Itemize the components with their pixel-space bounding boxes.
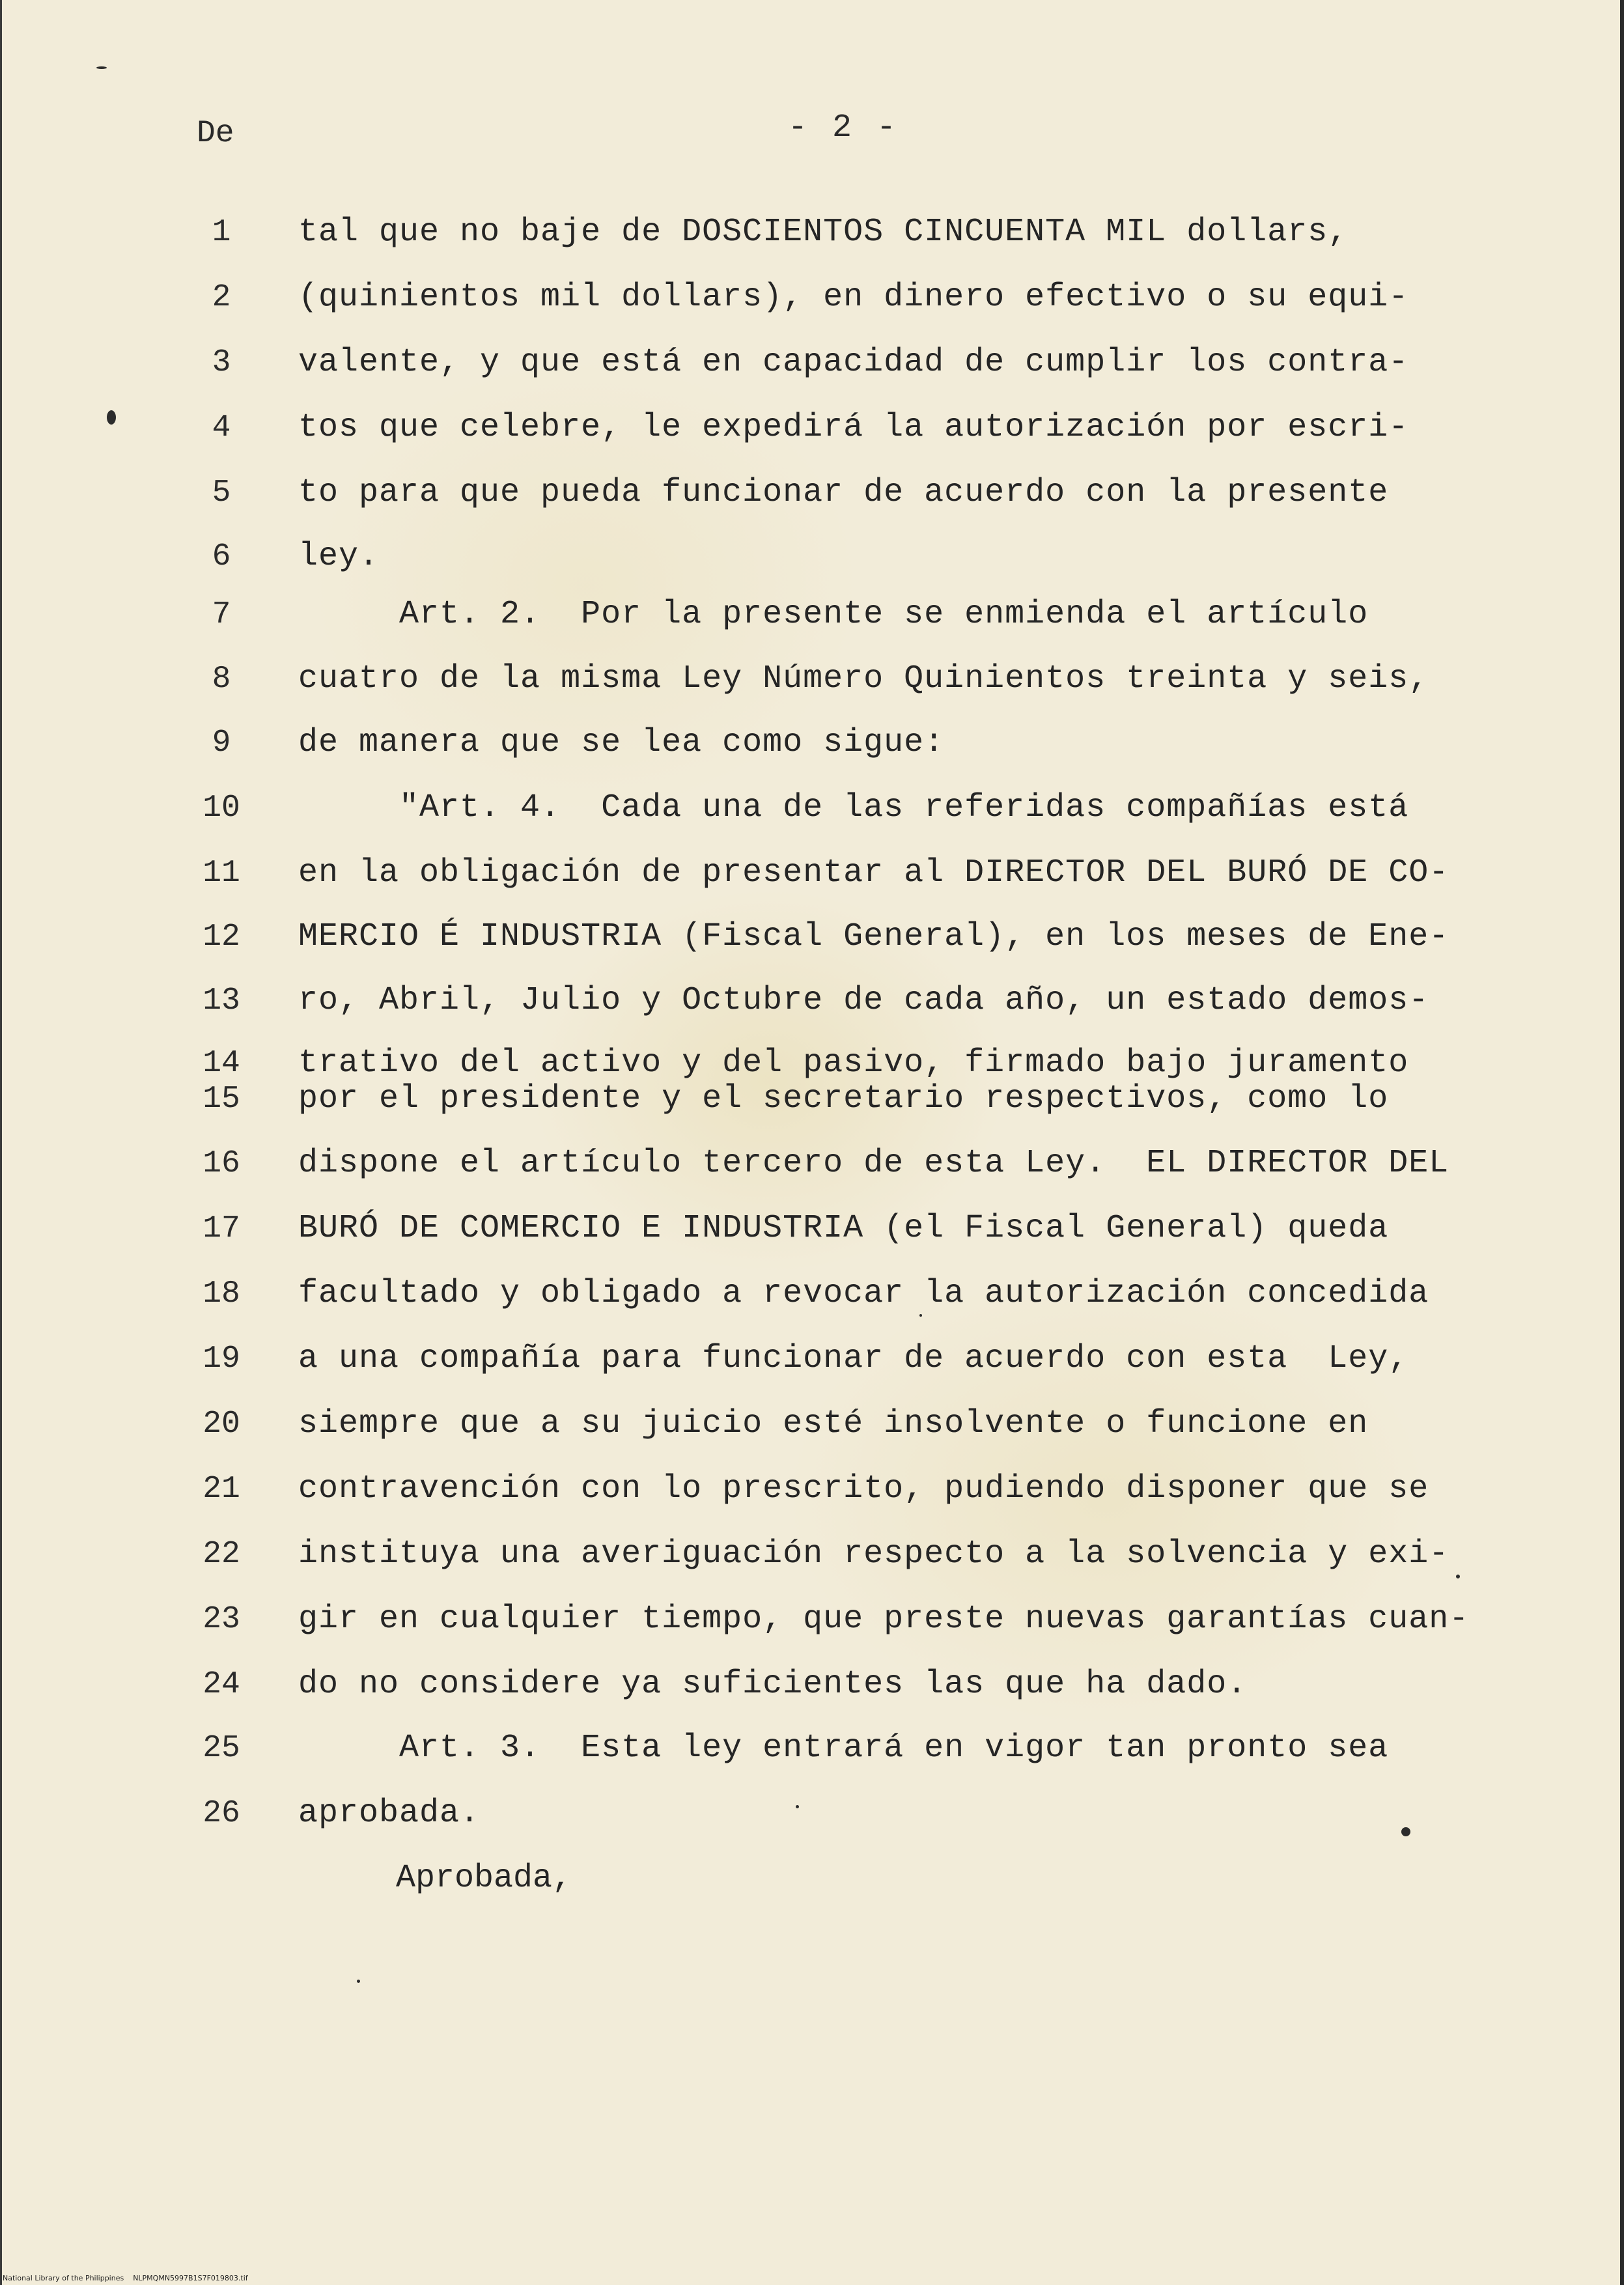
archive-footer: National Library of the Philippines NLPMQMN5997B1S7F019803.tif bbox=[3, 2274, 248, 2282]
line-text: ro, Abril, Julio y Octubre de cada año, un estado demos- bbox=[298, 982, 1429, 1019]
line-number: 13 bbox=[203, 983, 240, 1018]
line-number: 26 bbox=[203, 1796, 240, 1831]
line-text: de manera que se lea como sigue: bbox=[298, 724, 945, 761]
line-text: trativo del activo y del pasivo, firmado bajo juramento bbox=[298, 1044, 1409, 1082]
line-number: 19 bbox=[203, 1341, 240, 1377]
scan-edge-right bbox=[1620, 0, 1624, 2285]
line-text: tos que celebre, le expedirá la autorización por escri- bbox=[298, 409, 1409, 446]
line-number: 1 bbox=[212, 215, 231, 250]
line-text: do no considere ya suficientes las que ha dado. bbox=[298, 1666, 1248, 1703]
line-text: (quinientos mil dollars), en dinero efectivo o su equi- bbox=[298, 279, 1409, 316]
scan-speck bbox=[796, 1805, 799, 1808]
scan-edge-left bbox=[0, 0, 2, 2285]
line-text: BURÓ DE COMERCIO E INDUSTRIA (el Fiscal General) queda bbox=[298, 1210, 1389, 1247]
line-number: 3 bbox=[212, 345, 231, 380]
line-text: gir en cualquier tiempo, que preste nuevas garantías cuan- bbox=[298, 1601, 1470, 1638]
line-text: cuatro de la misma Ley Número Quinientos treinta y seis, bbox=[298, 660, 1429, 697]
scan-speck bbox=[96, 66, 107, 69]
line-number: 25 bbox=[203, 1731, 240, 1766]
line-number: 11 bbox=[203, 856, 240, 891]
top-left-label: De bbox=[197, 116, 234, 151]
line-text: "Art. 4. Cada una de las referidas compañías está bbox=[298, 789, 1409, 826]
line-number: 10 bbox=[203, 791, 240, 826]
line-number: 8 bbox=[212, 662, 231, 697]
scan-speck bbox=[357, 1980, 360, 1983]
line-text: aprobada. bbox=[298, 1795, 481, 1832]
line-text: Art. 3. Esta ley entrará en vigor tan pronto sea bbox=[298, 1730, 1389, 1767]
line-number: 18 bbox=[203, 1276, 240, 1311]
line-text: Art. 2. Por la presente se enmienda el artículo bbox=[298, 596, 1369, 633]
line-number: 14 bbox=[203, 1046, 240, 1081]
line-number: 20 bbox=[203, 1407, 240, 1442]
line-text: ley. bbox=[298, 538, 380, 575]
line-text: contravención con lo prescrito, pudiendo disponer que se bbox=[298, 1470, 1429, 1507]
line-number: 4 bbox=[212, 410, 231, 445]
page-number: - 2 - bbox=[788, 109, 899, 147]
scan-speck bbox=[107, 410, 116, 425]
line-number: 17 bbox=[203, 1211, 240, 1246]
line-text: facultado y obligado a revocar la autorización concedida bbox=[298, 1275, 1429, 1312]
line-text: to para que pueda funcionar de acuerdo con la presente bbox=[298, 474, 1389, 511]
line-text: siempre que a su juicio esté insolvente o funcione en bbox=[298, 1405, 1369, 1442]
line-text: en la obligación de presentar al DIRECTOR DEL BURÓ DE CO- bbox=[298, 854, 1449, 891]
line-number: 9 bbox=[212, 725, 231, 761]
line-text: dispone el artículo tercero de esta Ley. EL DIRECTOR DEL bbox=[298, 1145, 1449, 1182]
line-text: por el presidente y el secretario respectivos, como lo bbox=[298, 1080, 1389, 1117]
line-number: 5 bbox=[212, 475, 231, 511]
line-number: 15 bbox=[203, 1082, 240, 1117]
line-text: a una compañía para funcionar de acuerdo con esta Ley, bbox=[298, 1340, 1409, 1377]
line-number: 21 bbox=[203, 1472, 240, 1507]
line-number: 16 bbox=[203, 1146, 240, 1181]
line-number: 6 bbox=[212, 539, 231, 574]
line-number: 22 bbox=[203, 1537, 240, 1572]
scan-speck bbox=[1401, 1827, 1410, 1836]
line-text: instituya una averiguación respecto a la solvencia y exi- bbox=[298, 1535, 1449, 1573]
line-number: 23 bbox=[203, 1602, 240, 1637]
line-text: tal que no baje de DOSCIENTOS CINCUENTA MIL dollars, bbox=[298, 214, 1349, 251]
line-number: 12 bbox=[203, 919, 240, 955]
scan-speck bbox=[1456, 1575, 1460, 1578]
scan-speck bbox=[919, 1314, 922, 1317]
line-text: MERCIO É INDUSTRIA (Fiscal General), en los meses de Ene- bbox=[298, 918, 1449, 955]
line-text: valente, y que está en capacidad de cumplir los contra- bbox=[298, 344, 1409, 381]
closing-approval: Aprobada, bbox=[396, 1860, 572, 1897]
line-number: 24 bbox=[203, 1667, 240, 1702]
line-number: 7 bbox=[212, 597, 231, 632]
line-number: 2 bbox=[212, 280, 231, 315]
